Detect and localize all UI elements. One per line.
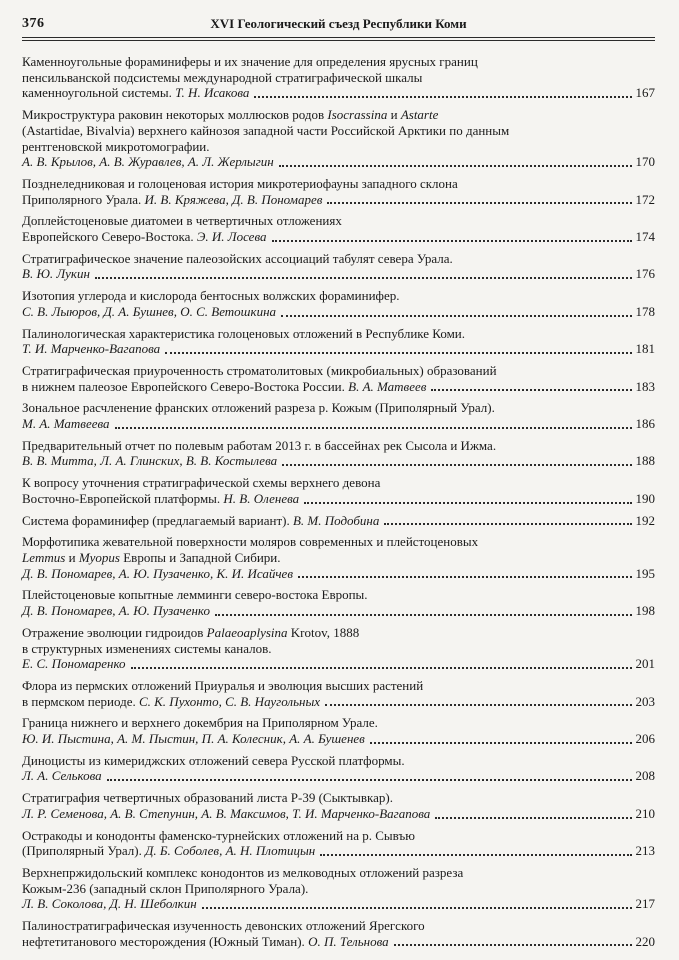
entry-line	[22, 790, 655, 806]
entry-text-segment: каменноугольной системы.	[22, 85, 176, 101]
toc-entry	[22, 678, 655, 709]
entry-page-ref: 174	[635, 229, 655, 245]
entry-line-text	[22, 566, 293, 582]
entry-italic-segment: Lemmus	[22, 549, 66, 565]
entry-text-segment: Микроструктура раковин некоторых моллюсков родов	[22, 107, 328, 123]
toc-entry	[22, 587, 655, 618]
dot-leader	[95, 277, 632, 279]
entry-line-text	[22, 341, 160, 357]
entry-line	[22, 192, 655, 208]
dot-leader	[384, 523, 631, 525]
entry-line-text	[22, 266, 90, 282]
entry-page-ref: 172	[635, 191, 655, 207]
toc-entry	[22, 475, 655, 506]
entry-line-text	[22, 865, 463, 880]
entry-italic-segment: Myopus	[78, 549, 120, 565]
entry-page-ref: 203	[635, 693, 655, 709]
entry-line-text	[22, 731, 365, 747]
entry-line-text	[22, 363, 497, 378]
entry-line	[22, 806, 655, 822]
dot-leader	[327, 202, 631, 204]
entry-italic-segment: С. К. Пухонто, С. В. Наугольных	[139, 693, 321, 709]
entry-text-segment: Граница нижнего и верхнего докембрия на Приполярном Урале.	[22, 715, 378, 731]
entry-italic-segment: С. В. Лыюров, Д. А. Бушнев, О. С. Ветошкина	[22, 303, 277, 319]
entry-line	[22, 694, 655, 710]
entry-italic-segment: И. В. Кряжева, Д. В. Пономарев	[144, 191, 323, 207]
entry-text-segment: Диноцисты из кимериджских отложений севера Русской платформы.	[22, 752, 405, 768]
entry-text-segment: Отражение эволюции гидроидов	[22, 624, 207, 640]
entry-line	[22, 363, 655, 379]
toc-entry	[22, 715, 655, 746]
entry-page-ref: 170	[635, 154, 655, 170]
entry-text-segment: в пермском периоде.	[22, 693, 139, 709]
entry-italic-segment: Т. И. Марченко-Вагапова	[22, 341, 161, 357]
dot-leader	[202, 907, 632, 909]
entry-line	[22, 123, 655, 139]
dot-leader	[394, 944, 632, 946]
dot-leader	[370, 742, 632, 744]
entry-line	[22, 641, 655, 657]
entry-line-text	[22, 85, 249, 101]
entry-line-text	[22, 768, 102, 784]
toc-entry	[22, 865, 655, 912]
entry-line-text	[22, 54, 478, 69]
entry-line	[22, 438, 655, 454]
entry-page-ref: 198	[635, 603, 655, 619]
entry-line	[22, 896, 655, 912]
toc-entry	[22, 513, 655, 529]
entry-line-text	[22, 625, 359, 640]
entry-italic-segment: В. Ю. Лукин	[22, 266, 90, 282]
entry-text-segment: Стратиграфическое значение палеозойских ассоциаций табулят севера Урала.	[22, 250, 453, 266]
entry-line	[22, 85, 655, 101]
entry-line	[22, 513, 655, 529]
entry-line-text	[22, 491, 299, 507]
entry-text-segment: Кожым-236 (западный склон Приполярного Урала).	[22, 880, 309, 896]
toc-entry	[22, 213, 655, 244]
entry-text-segment: (Astartidae, Bivalvia) верхнего кайнозоя западной части Российской Арктики по данным	[22, 122, 510, 138]
entry-line-text	[22, 806, 430, 822]
entry-line	[22, 566, 655, 582]
toc-entries	[22, 54, 655, 949]
entry-line-text	[22, 656, 126, 672]
header-rule	[22, 37, 655, 41]
entry-line	[22, 139, 655, 155]
entry-italic-segment: Э. И. Лосева	[196, 229, 267, 245]
toc-entry	[22, 326, 655, 357]
entry-line	[22, 678, 655, 694]
entry-italic-segment: Isocrassina	[327, 107, 388, 123]
entry-text-segment: Система фораминифер (предлагаемый вариант).	[22, 512, 293, 528]
entry-italic-segment: В. В. Митта, Л. А. Глинских, В. В. Костылева	[22, 453, 278, 469]
entry-line	[22, 326, 655, 342]
entry-italic-segment: Л. В. Соколова, Д. Н. Шеболкин	[22, 896, 197, 912]
entry-line-text	[22, 192, 322, 208]
entry-text-segment: и	[65, 549, 79, 565]
entry-italic-segment: Е. С. Пономаренко	[22, 656, 126, 672]
entry-text-segment: Плейстоценовые копытные лемминги северо-востока Европы.	[22, 587, 368, 603]
dot-leader	[325, 704, 631, 706]
entry-text-segment: нефтетитанового месторождения (Южный Тиман).	[22, 933, 309, 949]
entry-italic-segment: Palaeoaplysina	[206, 624, 288, 640]
entry-line	[22, 304, 655, 320]
entry-line-text	[22, 304, 276, 320]
entry-line	[22, 843, 655, 859]
entry-line	[22, 176, 655, 192]
entry-italic-segment: М. А. Матвеева	[22, 416, 110, 432]
entry-line-text	[22, 790, 393, 805]
entry-line-text	[22, 641, 271, 656]
entry-text-segment: Европейского Северо-Востока.	[22, 229, 197, 245]
entry-line	[22, 70, 655, 86]
entry-text-segment: Европы и Западной Сибири.	[119, 549, 281, 565]
entry-line	[22, 881, 655, 897]
entry-line-text	[22, 534, 478, 549]
dot-leader	[115, 427, 632, 429]
entry-text-segment: в структурных изменениях системы каналов.	[22, 640, 272, 656]
entry-page-ref: 167	[635, 85, 655, 101]
entry-line-text	[22, 251, 453, 266]
entry-page-ref: 210	[635, 805, 655, 821]
entry-line	[22, 400, 655, 416]
entry-text-segment: К вопросу уточнения стратиграфической схемы верхнего девона	[22, 475, 381, 491]
entry-line-text	[22, 918, 425, 933]
entry-page-ref: 176	[635, 266, 655, 282]
entry-line	[22, 154, 655, 170]
dot-leader	[320, 854, 631, 856]
entry-line	[22, 865, 655, 881]
entry-line-text	[22, 176, 458, 191]
entry-line-text	[22, 881, 308, 896]
entry-line	[22, 715, 655, 731]
entry-text-segment: Морфотипика жевательной поверхности моляров современных и плейстоценовых	[22, 534, 479, 550]
entry-line-text	[22, 843, 315, 859]
entry-line	[22, 251, 655, 267]
dot-leader	[281, 315, 631, 317]
entry-italic-segment: Д. Б. Соболев, А. Н. Плотицын	[145, 843, 316, 859]
entry-page-ref: 178	[635, 303, 655, 319]
entry-line-text	[22, 288, 399, 303]
entry-line	[22, 229, 655, 245]
entry-page-ref: 181	[635, 341, 655, 357]
entry-text-segment: Остракоды и конодонты фаменско-турнейских отложений на р. Сывъю	[22, 827, 415, 843]
entry-text-segment: пенсильванской подсистемы международной стратиграфической шкалы	[22, 69, 423, 85]
toc-entry	[22, 363, 655, 394]
entry-line-text	[22, 70, 422, 85]
entry-line	[22, 587, 655, 603]
entry-line-text	[22, 896, 197, 912]
entry-text-segment: Krotov, 1888	[287, 624, 360, 640]
entry-line	[22, 625, 655, 641]
entry-text-segment: Изотопия углерода и кислорода бентосных волжских фораминифер.	[22, 288, 400, 304]
entry-line-text	[22, 139, 210, 154]
entry-line	[22, 491, 655, 507]
entry-line-text	[22, 828, 415, 843]
entry-text-segment: Каменноугольные фораминиферы и их значение для определения ярусных границ	[22, 54, 478, 69]
dot-leader	[282, 464, 631, 466]
entry-page-ref: 188	[635, 453, 655, 469]
toc-entry	[22, 534, 655, 581]
entry-line-text	[22, 753, 405, 768]
entry-page-ref: 183	[635, 378, 655, 394]
toc-entry	[22, 54, 655, 101]
entry-line-text	[22, 107, 438, 122]
entry-page-ref: 190	[635, 490, 655, 506]
entry-italic-segment: О. П. Тельнова	[308, 933, 389, 949]
entry-text-segment: Зональное расчленение франских отложений разреза р. Кожым (Приполярный Урал).	[22, 400, 495, 416]
entry-text-segment: Палинологическая характеристика голоценовых отложений в Республике Коми.	[22, 325, 466, 341]
entry-line-text	[22, 213, 342, 228]
toc-entry	[22, 918, 655, 949]
toc-entry	[22, 753, 655, 784]
entry-italic-segment: А. В. Крылов, А. В. Журавлев, А. Л. Жерлыгин	[22, 154, 274, 170]
toc-entry	[22, 438, 655, 469]
entry-line-text	[22, 587, 368, 602]
entry-line	[22, 550, 655, 566]
entry-line-text	[22, 229, 267, 245]
page-number: 376	[22, 16, 45, 31]
entry-text-segment: рентгеновской микротомографии.	[22, 138, 210, 154]
dot-leader	[131, 667, 632, 669]
entry-line-text	[22, 400, 495, 415]
entry-line	[22, 603, 655, 619]
entry-text-segment: Верхнепржидольский комплекс конодонтов из мелководных отложений разреза	[22, 864, 464, 880]
entry-line	[22, 416, 655, 432]
entry-line-text	[22, 934, 389, 950]
toc-entry	[22, 107, 655, 170]
entry-italic-segment: Т. Н. Исакова	[175, 85, 250, 101]
entry-line-text	[22, 326, 465, 341]
entry-text-segment: и	[387, 107, 401, 123]
toc-entry	[22, 400, 655, 431]
entry-page-ref: 217	[635, 896, 655, 912]
dot-leader	[254, 96, 631, 98]
entry-line	[22, 107, 655, 123]
entry-page-ref: 192	[635, 512, 655, 528]
toc-entry	[22, 828, 655, 859]
entry-text-segment: Позднеледниковая и голоценовая история микротериофауны западного склона	[22, 175, 458, 191]
entry-italic-segment: Ю. И. Пыстина, А. М. Пыстин, П. А. Колесник, А. А. Бушенев	[22, 731, 365, 747]
entry-italic-segment: Н. В. Оленева	[223, 490, 300, 506]
entry-italic-segment: В. А. Матвеев	[348, 378, 427, 394]
page-header	[22, 16, 655, 34]
toc-entry	[22, 625, 655, 672]
entry-line	[22, 54, 655, 70]
entry-line	[22, 288, 655, 304]
entry-italic-segment: Д. В. Пономарев, А. Ю. Пузаченко, К. И. Исайчев	[22, 565, 293, 581]
entry-italic-segment: Д. В. Пономарев, А. Ю. Пузаченко	[22, 603, 211, 619]
toc-entry	[22, 790, 655, 821]
dot-leader	[435, 817, 631, 819]
entry-page-ref: 195	[635, 565, 655, 581]
entry-line	[22, 918, 655, 934]
entry-line-text	[22, 513, 379, 529]
entry-line	[22, 934, 655, 950]
entry-line	[22, 266, 655, 282]
entry-line	[22, 341, 655, 357]
entry-line-text	[22, 453, 277, 469]
entry-line	[22, 828, 655, 844]
dot-leader	[107, 779, 632, 781]
dot-leader	[431, 389, 631, 391]
entry-line	[22, 753, 655, 769]
entry-line	[22, 656, 655, 672]
entry-line	[22, 213, 655, 229]
entry-text-segment: (Приполярный Урал).	[22, 843, 146, 859]
entry-text-segment: Стратиграфия четвертичных образований листа Р-39 (Сыктывкар).	[22, 790, 393, 806]
entry-page-ref: 220	[635, 933, 655, 949]
entry-line-text	[22, 379, 426, 395]
entry-text-segment: Восточно-Европейской платформы.	[22, 490, 224, 506]
dot-leader	[279, 165, 632, 167]
entry-line	[22, 768, 655, 784]
toc-entry	[22, 288, 655, 319]
entry-line-text	[22, 438, 496, 453]
entry-line-text	[22, 694, 320, 710]
entry-line-text	[22, 154, 274, 170]
entry-text-segment: в нижнем палеозое Европейского Северо-Востока России.	[22, 378, 349, 394]
entry-italic-segment: Astarte	[400, 107, 439, 123]
entry-text-segment: Палиностратиграфическая изученность девонских отложений Ярегского	[22, 918, 425, 934]
entry-line-text	[22, 416, 110, 432]
entry-page-ref: 186	[635, 416, 655, 432]
entry-page-ref: 213	[635, 843, 655, 859]
entry-line	[22, 731, 655, 747]
dot-leader	[165, 352, 631, 354]
entry-italic-segment: Л. А. Селькова	[22, 768, 102, 784]
toc-entry	[22, 176, 655, 207]
toc-entry	[22, 251, 655, 282]
entry-line	[22, 379, 655, 395]
dot-leader	[298, 576, 632, 578]
entry-page-ref: 208	[635, 768, 655, 784]
entry-line-text	[22, 603, 210, 619]
entry-line-text	[22, 475, 380, 490]
dot-leader	[215, 614, 631, 616]
entry-line-text	[22, 715, 378, 730]
entry-line-text	[22, 678, 423, 693]
running-title: XVI Геологический съезд Республики Коми	[210, 16, 467, 31]
entry-line-text	[22, 550, 281, 565]
entry-text-segment: Доплейстоценовые диатомеи в четвертичных отложениях	[22, 213, 342, 229]
entry-line-text	[22, 123, 509, 138]
entry-page-ref: 201	[635, 656, 655, 672]
entry-text-segment: Приполярного Урала.	[22, 191, 145, 207]
entry-text-segment: Стратиграфическая приуроченность строматолитовых (микробиальных) образований	[22, 362, 497, 378]
entry-text-segment: Предварительный отчет по полевым работам 2013 г. в бассейнах рек Сысола и Ижма.	[22, 437, 497, 453]
entry-line	[22, 475, 655, 491]
entry-italic-segment: Л. Р. Семенова, А. В. Степунин, А. В. Максимов, Т. И. Марченко-Вагапова	[22, 805, 431, 821]
entry-line	[22, 453, 655, 469]
dot-leader	[272, 240, 632, 242]
entry-line	[22, 534, 655, 550]
dot-leader	[304, 502, 631, 504]
entry-page-ref: 206	[635, 731, 655, 747]
entry-italic-segment: В. М. Подобина	[292, 512, 380, 528]
entry-text-segment: Флора из пермских отложений Приуралья и эволюция высших растений	[22, 677, 424, 693]
